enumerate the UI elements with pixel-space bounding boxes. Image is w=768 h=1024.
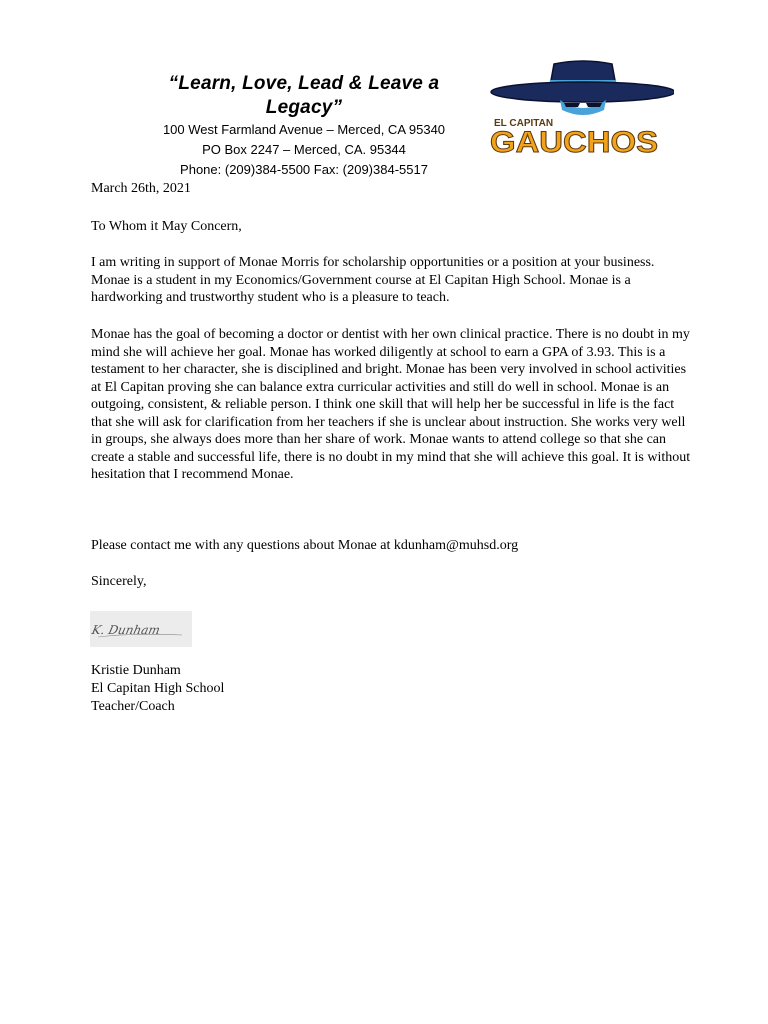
gauchos-logo	[488, 56, 674, 160]
po-box-address: PO Box 2247 – Merced, CA. 95344	[202, 142, 406, 157]
school-motto: “Learn, Love, Lead & Leave a Legacy”	[168, 73, 440, 118]
street-address: 100 West Farmland Avenue – Merced, CA 95340	[162, 122, 446, 137]
signer-name: Kristie Dunham	[91, 663, 181, 678]
closing: Sincerely,	[91, 574, 147, 589]
logo-main-text: GAUCHOS	[490, 126, 658, 159]
paragraph-intro: I am writing in support of Monae Morris for scholarship opportunities or a position at your business. Monae is a student in my Economics/Government course at El Capitan High School. Monae is a hardworking and trustworthy student who is a pleasure to teach.	[91, 255, 655, 305]
gaucho-hat-icon	[488, 56, 674, 160]
salutation: To Whom it May Concern,	[91, 219, 242, 234]
phone-fax: Phone: (209)384-5500 Fax: (209)384-5517	[180, 162, 428, 177]
signature-script: K. Dunham	[90, 623, 162, 637]
signature-block	[91, 662, 224, 716]
letter-date: March 26th, 2021	[91, 181, 191, 196]
handwritten-signature	[90, 611, 192, 647]
signer-title: Teacher/Coach	[91, 699, 175, 714]
letterhead	[0, 0, 768, 177]
signature-image	[90, 611, 192, 647]
paragraph-main: Monae has the goal of becoming a doctor or dentist with her own clinical practice. There is no doubt in my mind she will achieve her goal. Monae has worked diligently at school to earn a GPA of 3.93. This is a testament to her character, she is disciplined and bright. Monae has been very involved in school activities at El Capitan proving she can balance extra curricular activities and still do well in school. Monae is an outgoing, consistent, & reliable person. I think one skill that will help her be successful in life is the fact that she will ask for clarification from her teachers if she is unclear about instruction. She works very well in groups, she always does more than her share of work. Monae wants to attend college so that she can create a stable and successful life, there is no doubt in my mind that she will achieve this goal. It is without hesitation that I recommend Monae.	[91, 327, 691, 482]
logo-top-text: EL CAPITAN	[494, 118, 554, 129]
contact-line: Please contact me with any questions about Monae at kdunham@muhsd.org	[91, 538, 519, 553]
letterhead-text	[130, 72, 478, 180]
signer-school: El Capitan High School	[91, 681, 225, 696]
